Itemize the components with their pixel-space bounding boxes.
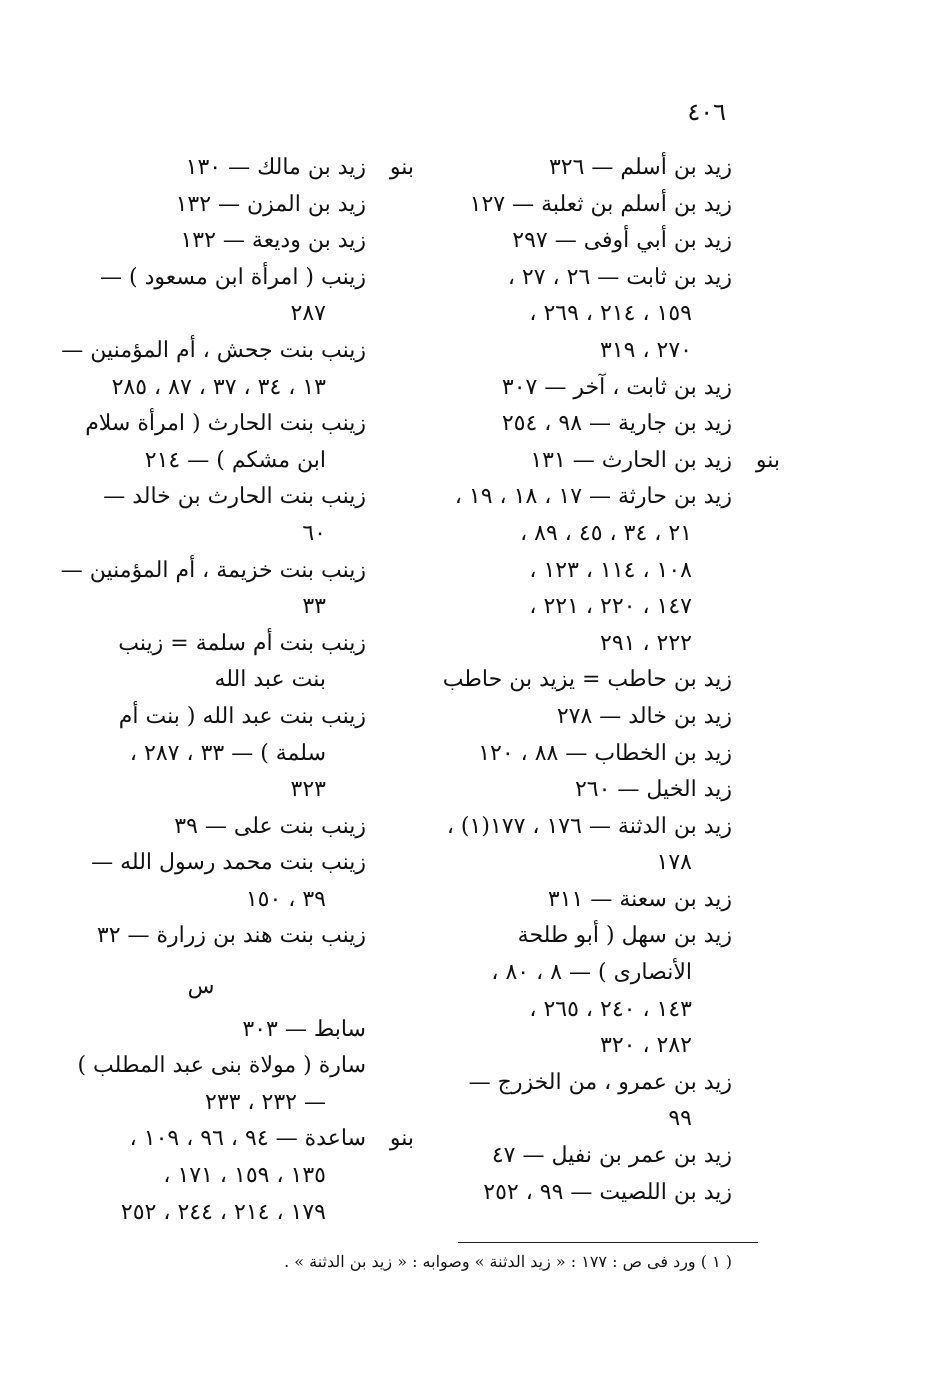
index-entry (402, 736, 732, 773)
index-entry-continuation (402, 333, 732, 370)
entry-text: زيد بن حارثة — ١٧ ، ١٨ ، ١٩ ، (454, 484, 732, 510)
entry-text: زيد بن الخطاب — ٨٨ ، ١٢٠ (478, 740, 732, 766)
entry-text: الأنصارى ) — ٨ ، ٨٠ ، (491, 960, 692, 986)
entry-text: ٣٢٣ (290, 777, 326, 803)
index-entry (36, 479, 366, 516)
entry-text: زيد بن المزن — ١٣٢ (175, 191, 366, 217)
index-entry (36, 1012, 366, 1049)
entry-text: ٢٨٧ (290, 301, 326, 327)
index-entry (36, 918, 366, 955)
entry-text: زيد بن أبي أوفى — ٢٩٧ (512, 228, 732, 254)
index-entry (36, 809, 366, 846)
index-entry-continuation (402, 1028, 732, 1065)
entry-prefix: بنو (389, 1126, 414, 1152)
index-entry-continuation (402, 845, 732, 882)
entry-text: زينب بنت محمد رسول الله — (91, 850, 366, 876)
index-entry (36, 260, 366, 297)
index-entry-continuation (402, 626, 732, 663)
entry-prefix: بنو (389, 155, 414, 180)
index-entry (36, 626, 366, 663)
entry-text: ابن مشكم ) — ٢١٤ (144, 447, 326, 473)
index-column-right (402, 150, 780, 1211)
entry-text: سلمة ) — ٣٣ ، ٢٨٧ ، (129, 740, 326, 766)
index-entry (402, 809, 732, 846)
index-entry (36, 223, 366, 260)
index-entry (402, 187, 732, 224)
index-entry (402, 882, 732, 919)
index-entry-continuation (402, 955, 732, 992)
index-entry (402, 1065, 732, 1102)
entry-text: زيد بن وديعة — ١٣٢ (180, 228, 366, 254)
entry-text: سارة ( مولاة بنى عبد المطلب ) (77, 1053, 366, 1079)
index-entry-continuation (36, 1195, 366, 1232)
entry-text: زينب بنت جحش ، أم المؤمنين — (61, 337, 366, 363)
index-entry (36, 333, 366, 370)
index-entry (36, 406, 366, 443)
entry-text: ٢١ ، ٣٤ ، ٤٥ ، ٨٩ ، (520, 520, 692, 546)
entry-text: زيد بن سعنة — ٣١١ (547, 886, 732, 912)
entry-text: س (187, 974, 215, 1000)
entry-text: ١٣ ، ٣٤ ، ٣٧ ، ٨٧ ، ٢٨٥ (111, 374, 326, 400)
entry-text: زينب بنت على — ٣٩ (174, 813, 366, 839)
index-entry (402, 662, 732, 699)
index-entry-continuation (36, 589, 366, 626)
index-entry-continuation (36, 296, 366, 333)
index-entry-continuation (402, 296, 732, 333)
index-entry-continuation (36, 370, 366, 407)
index-entry (36, 845, 366, 882)
index-entry (36, 150, 414, 187)
entry-text: سابط — ٣٠٣ (242, 1016, 366, 1042)
entry-text: ١٤٣ ، ٢٤٠ ، ٢٦٥ ، (529, 996, 692, 1022)
page-number: ٤٠٦ (687, 98, 726, 126)
index-entry-continuation (36, 516, 366, 553)
entry-text: ساعدة — ٩٤ ، ٩٦ ، ١٠٩ ، (129, 1126, 366, 1152)
entry-text: زينب بنت عبد الله ( بنت أم (118, 703, 366, 729)
entry-text: زيد بن جارية — ٩٨ ، ٢٥٤ (501, 411, 732, 437)
index-entry-continuation (402, 516, 732, 553)
index-entry (402, 443, 780, 480)
entry-text: زيد بن مالك — ١٣٠ (185, 155, 366, 180)
entry-text: زيد بن حاطب = يزيد بن حاطب (442, 667, 732, 693)
entry-text: بنت عبد الله (214, 667, 326, 693)
entry-text: زيد بن ثابت ، آخر — ٣٠٧ (501, 374, 732, 400)
index-entry (36, 187, 366, 224)
index-entry-continuation (402, 1101, 732, 1138)
entry-text: ١٤٧ ، ٢٢٠ ، ٢٢١ ، (529, 594, 692, 620)
entry-text: ١٠٨ ، ١١٤ ، ١٢٣ ، (529, 557, 692, 583)
index-entry (402, 260, 732, 297)
index-entry-continuation (36, 882, 366, 919)
entry-text: زيد بن خالد — ٢٧٨ (556, 703, 732, 729)
entry-text: ١٣٥ ، ١٥٩ ، ١٧١ ، (163, 1163, 326, 1189)
footnote-divider (458, 1242, 758, 1243)
entry-text: ٢٢٢ ، ٢٩١ (600, 630, 692, 656)
index-entry-continuation (36, 772, 366, 809)
entry-text: ٩٩ (668, 1106, 692, 1132)
index-entry (402, 150, 732, 187)
index-entry (402, 370, 732, 407)
entry-text: ٦٠ (302, 520, 326, 546)
entry-text: زينب بنت الحارث ( امرأة سلام (85, 411, 366, 437)
entry-text: زيد بن ثابت — ٢٦ ، ٢٧ ، (507, 264, 732, 290)
index-entry-continuation (402, 553, 732, 590)
entry-text: زيد بن الدثنة — ١٧٦ ، ١٧٧(١) ، (446, 813, 732, 839)
index-entry (402, 699, 732, 736)
entry-text: زيد بن الحارث — ١٣١ (530, 447, 732, 473)
index-entry (402, 918, 732, 955)
section-letter (36, 955, 366, 1012)
entry-text: زيد بن عمر بن نفيل — ٤٧ (491, 1143, 732, 1169)
entry-text: زينب بنت خزيمة ، أم المؤمنين — (60, 557, 366, 583)
entry-text: زينب بنت الحارث بن خالد — (103, 484, 366, 510)
index-entry (402, 1175, 732, 1212)
index-entry-continuation (36, 736, 366, 773)
entry-text: زيد الخيل — ٢٦٠ (574, 777, 732, 803)
index-entry-continuation (36, 1158, 366, 1195)
index-entry (36, 553, 366, 590)
entry-text: زيد بن أسلم — ٣٢٦ (548, 155, 732, 180)
entry-text: زيد بن سهل ( أبو طلحة (517, 923, 732, 949)
index-entry-continuation (402, 992, 732, 1029)
footnote: ( ١ ) ورد فى ص : ١٧٧ : « زيد الدثنة » وصوابه : « زيد بن الدثنة » . (284, 1252, 732, 1271)
index-entry-continuation (36, 1085, 366, 1122)
entry-text: ٢٧٠ ، ٣١٩ (600, 337, 692, 363)
index-entry (402, 772, 732, 809)
entry-text: — ٢٣٢ ، ٢٣٣ (205, 1089, 326, 1115)
index-entry (36, 699, 366, 736)
index-entry-continuation (36, 662, 366, 699)
entry-text: ٣٣ (302, 594, 326, 620)
entry-text: زيد بن اللصيت — ٩٩ ، ٢٥٢ (483, 1179, 732, 1205)
entry-text: ٣٩ ، ١٥٠ (245, 886, 326, 912)
entry-text: زيد بن عمرو ، من الخزرج — (468, 1069, 732, 1095)
entry-text: ١٥٩ ، ٢١٤ ، ٢٦٩ ، (529, 301, 692, 327)
entry-text: ١٧٩ ، ٢١٤ ، ٢٤٤ ، ٢٥٢ (120, 1199, 326, 1225)
index-entry (402, 406, 732, 443)
index-entry (402, 223, 732, 260)
index-entry-continuation (36, 443, 366, 480)
entry-text: زيد بن أسلم بن ثعلبة — ١٢٧ (469, 191, 732, 217)
index-entry-continuation (402, 589, 732, 626)
index-entry (402, 479, 732, 516)
entry-text: زينب بنت هند بن زرارة — ٣٢ (96, 923, 366, 949)
entry-text: ٢٨٢ ، ٣٢٠ (600, 1033, 692, 1059)
index-entry (36, 1048, 366, 1085)
index-entry (402, 1138, 732, 1175)
entry-prefix: بنو (755, 447, 780, 473)
index-column-left (36, 150, 414, 1231)
entry-text: زينب بنت أم سلمة = زينب (118, 630, 366, 656)
index-entry (36, 1121, 414, 1158)
entry-text: زينب ( امرأة ابن مسعود ) — (100, 264, 366, 290)
entry-text: ١٧٨ (656, 850, 692, 876)
